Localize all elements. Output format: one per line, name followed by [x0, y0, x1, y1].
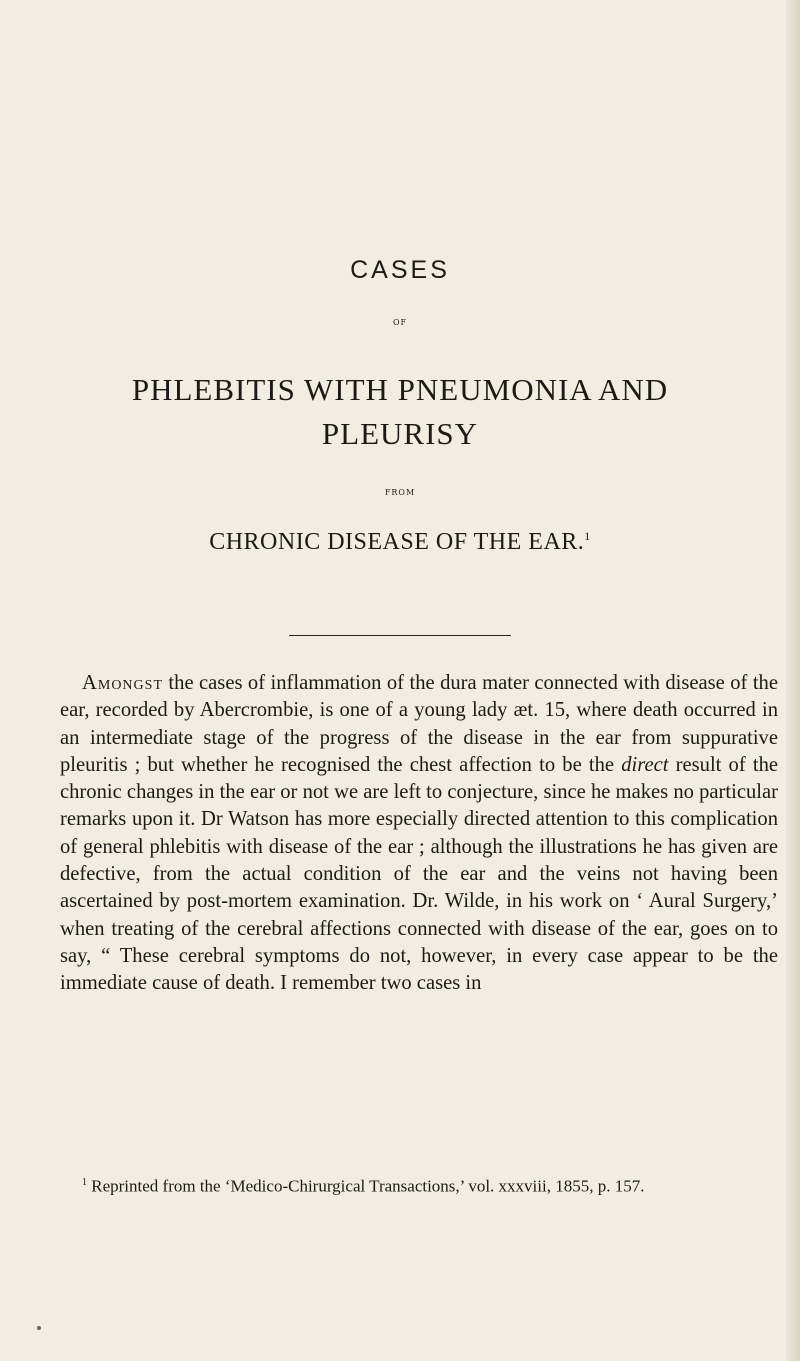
footnote-marker: 1	[82, 1177, 87, 1188]
page-edge	[786, 0, 800, 1361]
footnote	[60, 1171, 778, 1198]
footnote-text: Reprinted from the ‘Medico-Chirurgical Transactions,’ vol. xxxviii, 1855, p. 157.	[87, 1176, 645, 1196]
emphasis-word: direct	[621, 753, 669, 776]
source-text: CHRONIC DISEASE OF THE EAR.	[209, 529, 585, 555]
heading-cases: CASES	[350, 256, 450, 284]
lead-word: Amongst	[82, 672, 163, 694]
title-line-1: PHLEBITIS WITH PNEUMONIA AND	[131, 372, 669, 407]
body-paragraph	[60, 670, 778, 998]
heading-source	[0, 529, 800, 556]
heading-of: OF	[392, 318, 408, 327]
heading-from: FROM	[384, 488, 416, 497]
footnote-ref: 1	[584, 529, 591, 543]
title-line-2: PLEURISY	[321, 416, 479, 451]
speck-mark	[37, 1326, 41, 1330]
body-text-part-2: result of the chronic changes in the ear or not we are left to conjecture, since he makes no particular remarks upon it. Dr Watson has more especially directed attention to this complication of general phlebitis with disease of the ear ; although the illustrations he has given are defective, from the actual condition of the ear and the veins not having been ascertained by post-mortem examination. Dr. Wilde, in his work on ‘ Aural Surgery,’ when treating of the cerebral affections connected with disease of the ear, goes on to say, “ These cerebral symptoms do not, however, in every case appear to be the immediate cause of death. I remember two cases in	[60, 753, 779, 995]
divider-rule	[289, 635, 511, 636]
body-text-part-1: the cases of inflammation of the dura mater connected with disease of the ear, recorded by Abercrombie, is one of a young lady æt. 15, where death occurred in an intermediate stage of the progress of the disease in the ear from suppurative pleuritis ; but whether he recognised the chest affection to be the	[60, 672, 778, 776]
